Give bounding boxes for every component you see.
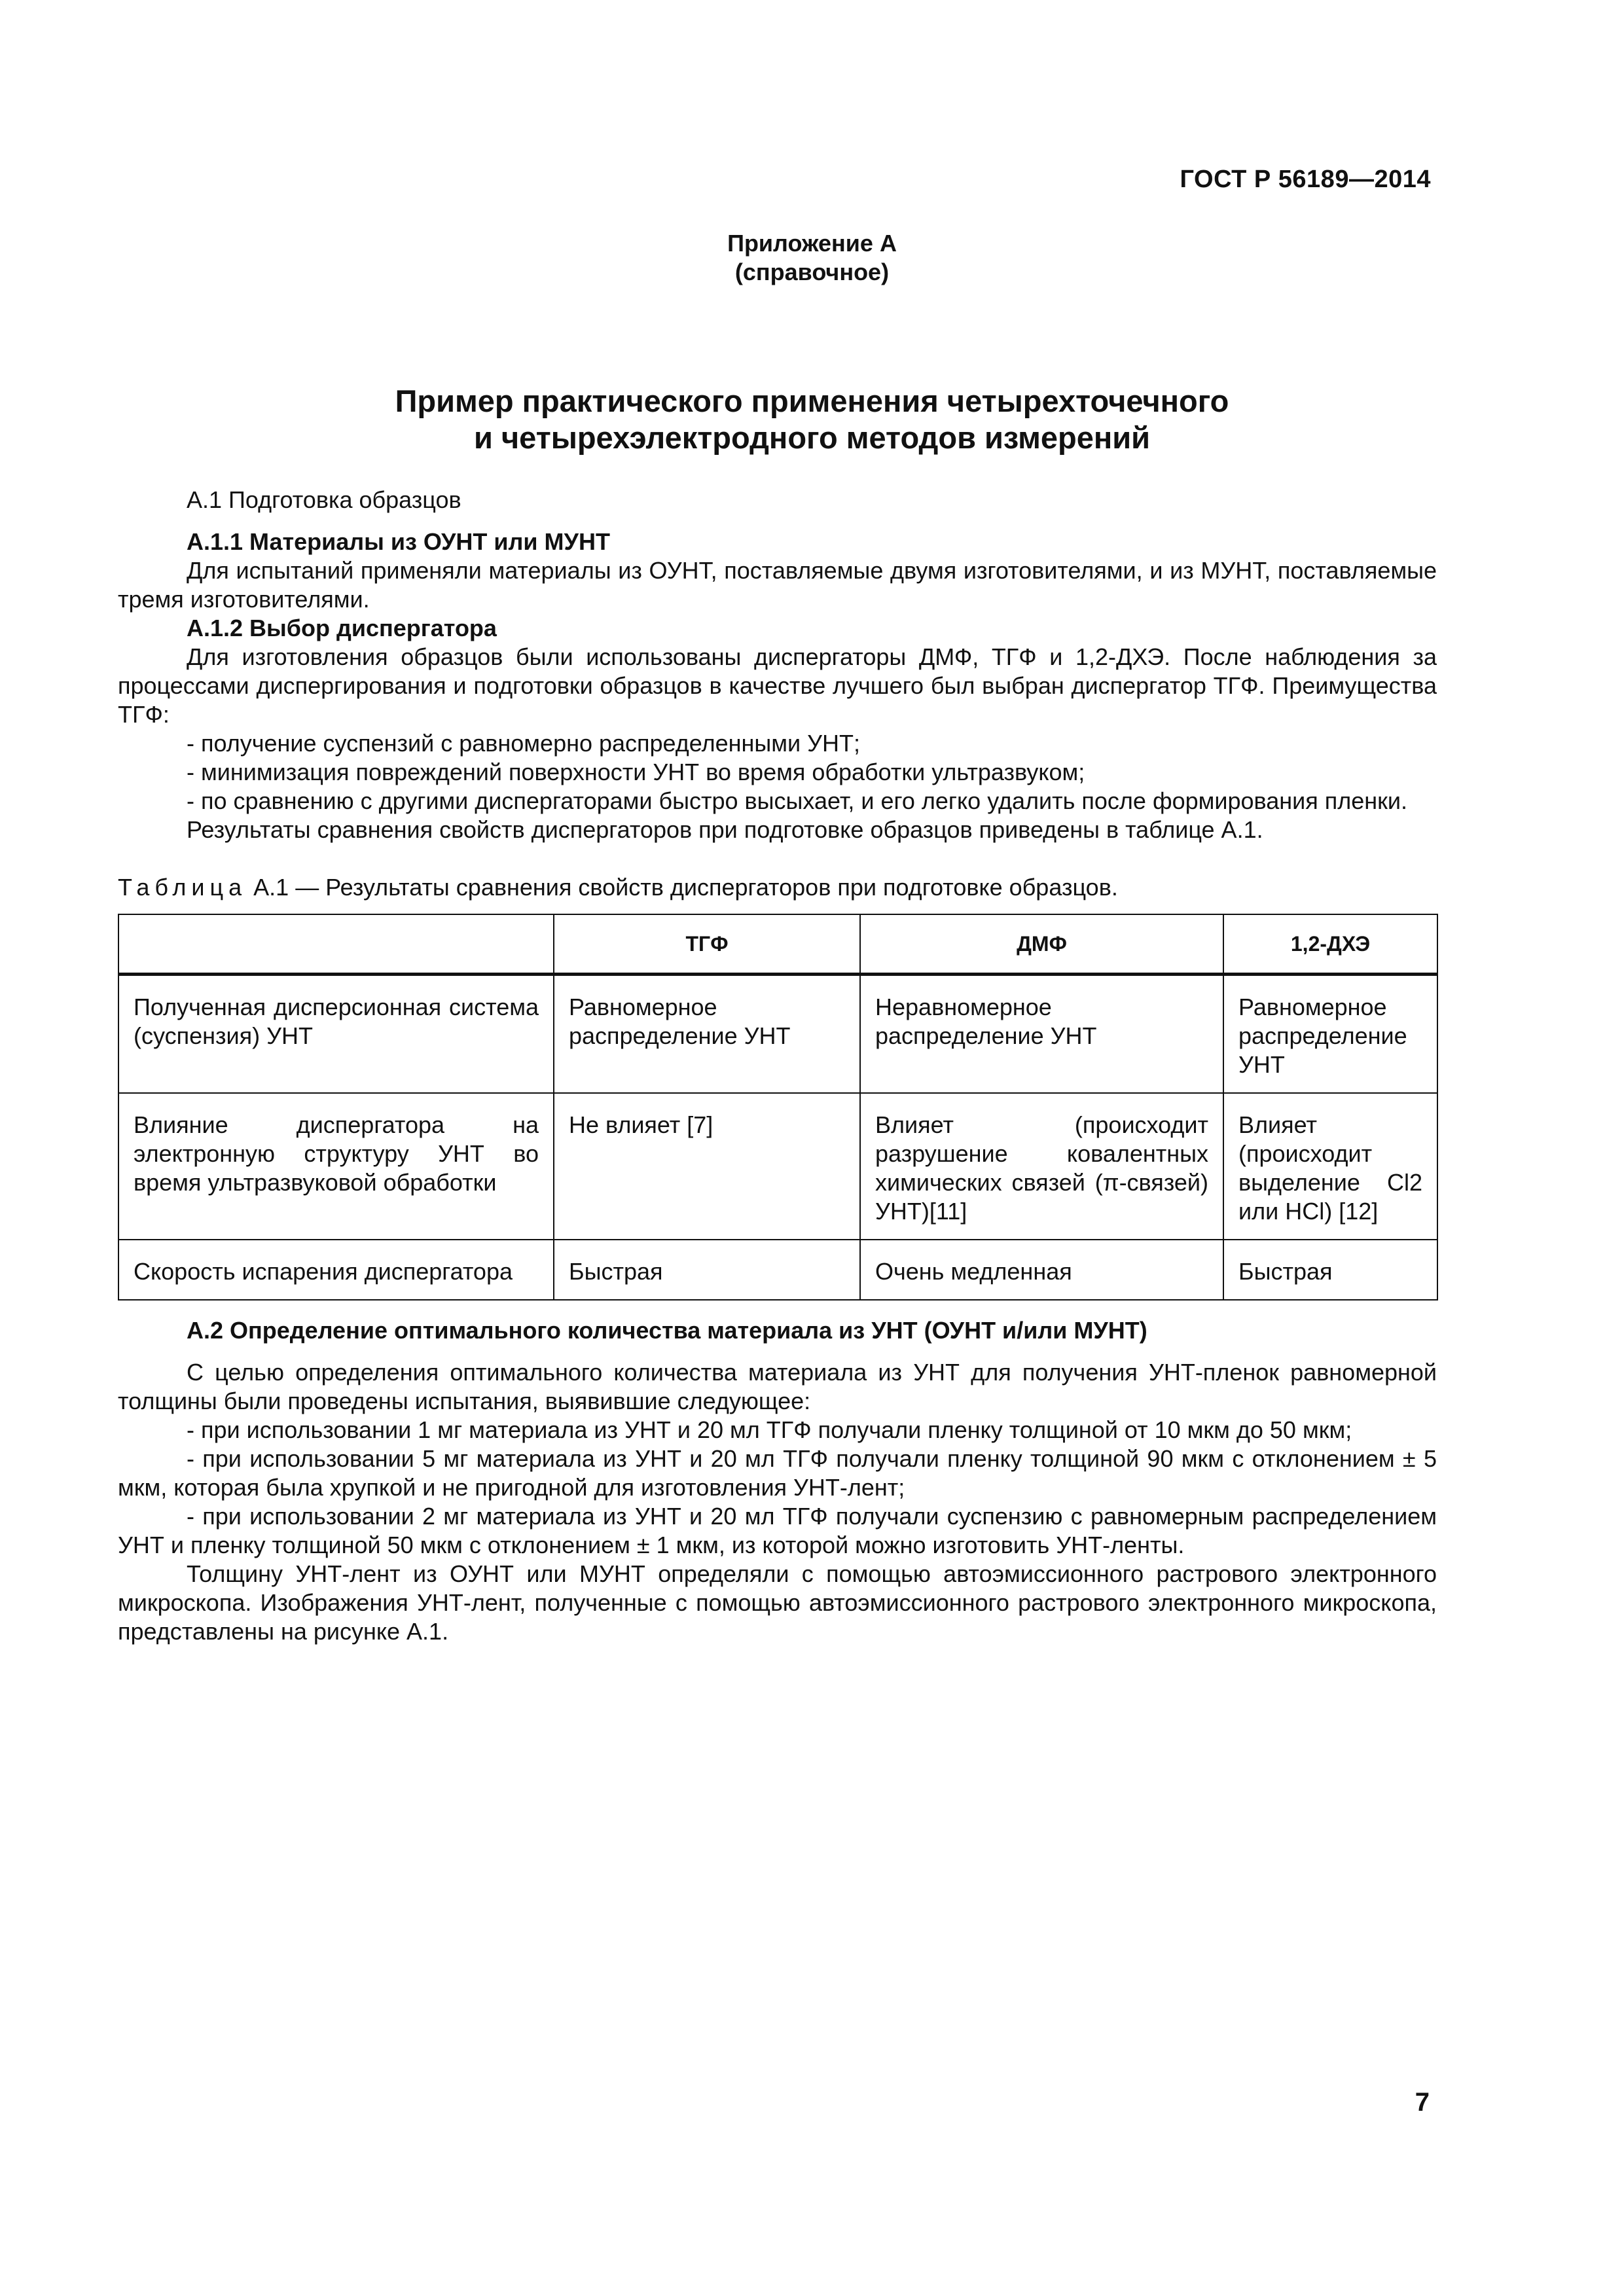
list-item: - получение суспензий с равномерно распределенными УНТ; (187, 730, 861, 757)
section-a2-heading: А.2 Определение оптимального количества материала из УНТ (ОУНТ и/или МУНТ) (187, 1317, 1147, 1344)
table-cell: Быстрая (554, 1240, 860, 1300)
table-header-cell (118, 914, 554, 975)
section-a11-text: Для испытаний применяли материалы из ОУНТ, поставляемые двумя изготовителями, и из МУНТ, поставляемые тремя изготовителями. (118, 557, 1437, 613)
title-line-2: и четырехэлектродного методов измерений (473, 420, 1151, 455)
section-a2-intro: С целью определения оптимального количества материала из УНТ для получения УНТ-пленок равномерной толщины были проведены испытания, выявившие следующее: (118, 1359, 1437, 1414)
appendix-heading (0, 229, 1624, 287)
table-cell: Очень медленная (860, 1240, 1223, 1300)
list-item: - по сравнению с другими диспергаторами быстро высыхает, и его легко удалить после формирования пленки. (187, 787, 1408, 814)
table-header-cell: 1,2-ДХЭ (1223, 914, 1437, 975)
table-row (118, 975, 1437, 1094)
list-item: - минимизация повреждений поверхности УНТ во время обработки ультразвуком; (187, 759, 1085, 785)
table-cell: Влияет (происходит разрушение ковалентных химических связей (π-связей) УНТ)[11] (860, 1093, 1223, 1240)
table-cell: Влияет (происходит выделение Cl2 или HCl) [12] (1223, 1093, 1437, 1240)
appendix-kind: (справочное) (734, 259, 890, 285)
table-cell: Не влияет [7] (554, 1093, 860, 1240)
appendix-label: Приложение А (727, 230, 897, 257)
table-caption (118, 873, 1437, 902)
table-cell: Неравномерное распределение УНТ (860, 975, 1223, 1094)
section-a1-heading: А.1 Подготовка образцов (187, 486, 461, 513)
section-a12-summary: Результаты сравнения свойств диспергаторов при подготовке образцов приведены в таблице А.1. (187, 816, 1263, 843)
title-line-1: Пример практического применения четырехточечного (395, 384, 1229, 418)
table-row (118, 1240, 1437, 1300)
page-number: 7 (1415, 2088, 1430, 2117)
dispersant-comparison-table (118, 914, 1438, 1300)
section-a2-closing: Толщину УНТ-лент из ОУНТ или МУНТ определяли с помощью автоэмиссионного растрового электронного микроскопа. Изображения УНТ-лент, полученные с помощью автоэмиссионного растрового электронного микроскопа, представлены на рисунке А.1. (118, 1560, 1437, 1645)
table-header-cell: ТГФ (554, 914, 860, 975)
list-item: - при использовании 5 мг материала из УНТ и 20 мл ТГФ получали пленку толщиной 90 мкм с отклонением ± 5 мкм, которая была хрупкой и не пригодной для изготовления УНТ-лент; (118, 1445, 1437, 1501)
document-body (118, 486, 1437, 1646)
table-cell: Равномерное распределение УНТ (554, 975, 860, 1094)
table-cell: Быстрая (1223, 1240, 1437, 1300)
table-row (118, 1093, 1437, 1240)
list-item: - при использовании 1 мг материала из УНТ и 20 мл ТГФ получали пленку толщиной от 10 мкм до 50 мкм; (187, 1416, 1352, 1443)
section-a11-heading: А.1.1 Материалы из ОУНТ или МУНТ (187, 528, 610, 555)
table-caption-label: Таблица (118, 874, 247, 901)
section-a12-heading: А.1.2 Выбор диспергатора (187, 615, 497, 641)
table-caption-text: А.1 — Результаты сравнения свойств диспергаторов при подготовке образцов. (253, 874, 1118, 901)
standard-code: ГОСТ Р 56189—2014 (1180, 166, 1431, 193)
table-cell: Полученная дисперсионная система (суспензия) УНТ (118, 975, 554, 1094)
table-cell: Влияние диспергатора на электронную структуру УНТ во время ультразвуковой обработки (118, 1093, 554, 1240)
table-cell: Равномерное распределение УНТ (1223, 975, 1437, 1094)
table-header-cell: ДМФ (860, 914, 1223, 975)
table-cell: Скорость испарения диспергатора (118, 1240, 554, 1300)
table-header-row (118, 914, 1437, 975)
section-a12-text: Для изготовления образцов были использованы диспергаторы ДМФ, ТГФ и 1,2-ДХЭ. После наблюдения за процессами диспергирования и подготовки образцов в качестве лучшего был выбран диспергатор ТГФ. Преимущества ТГФ: (118, 643, 1437, 728)
list-item: - при использовании 2 мг материала из УНТ и 20 мл ТГФ получали суспензию с равномерным распределением УНТ и пленку толщиной 50 мкм с отклонением ± 1 мкм, из которой можно изготовить УНТ-ленты. (118, 1503, 1437, 1558)
document-title (0, 383, 1624, 456)
